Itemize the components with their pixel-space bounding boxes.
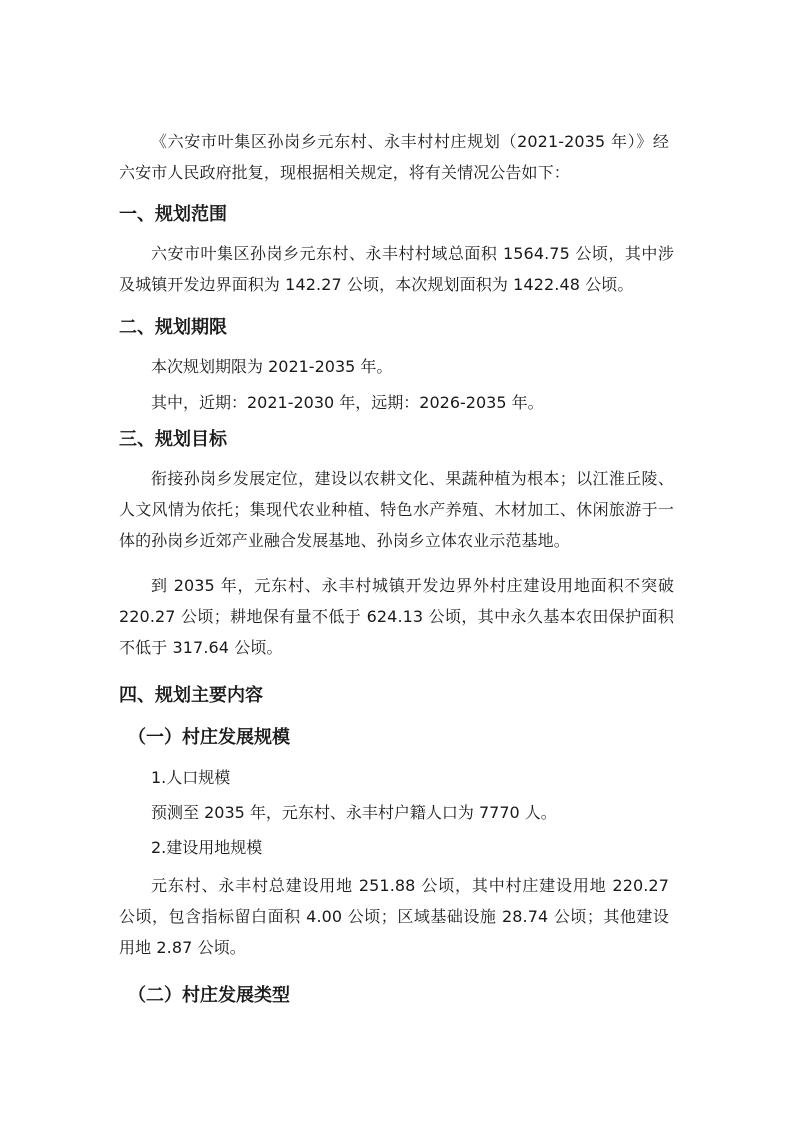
subsection-1-item-2-text: 元东村、永丰村总建设用地 251.88 公顷，其中村庄建设用地 220.27 公顷，包含指标留白面积 4.00 公顷；区域基础设施 28.74 公顷；其他建设用地 2.87 公顷。 [119,876,669,957]
section-1-paragraph: 六安市叶集区孙岗乡元东村、永丰村村域总面积 1564.75 公顷，其中涉及城镇开发边界面积为 142.27 公顷，本次规划面积为 1422.48 公顷。 [119,244,674,294]
subsection-1-item-1-title: 1.人口规模 [151,768,231,787]
section-2-line-1: 本次规划期限为 2021-2035 年。 [151,357,393,376]
section-1-heading: 一、规划范围 [119,204,227,225]
subsection-2-heading: （二）村庄发展类型 [128,985,290,1006]
section-2-line-2: 其中，近期：2021-2030 年，远期：2026-2035 年。 [151,393,544,412]
subsection-1-item-2-title: 2.建设用地规模 [151,838,263,857]
section-3-paragraph-1: 衔接孙岗乡发展定位，建设以农耕文化、果蔬种植为根本；以江淮丘陵、人文风情为依托；集现代农业种植、特色水产养殖、木材加工、休闲旅游于一体的孙岗乡近郊产业融合发展基地、孙岗乡立体农业示范基地。 [119,469,674,550]
section-3-paragraph-2: 到 2035 年，元东村、永丰村城镇开发边界外村庄建设用地面积不突破 220.27 公顷；耕地保有量不低于 624.13 公顷，其中永久基本农田保护面积不低于 317.64 公顷。 [119,576,674,657]
section-4-heading: 四、规划主要内容 [119,685,263,706]
intro-paragraph: 《六安市叶集区孙岗乡元东村、永丰村村庄规划（2021-2035 年）》经六安市人民政府批复，现根据相关规定，将有关情况公告如下： [119,132,669,182]
subsection-1-item-1-text: 预测至 2035 年，元东村、永丰村户籍人口为 7770 人。 [151,803,557,822]
section-3-heading: 三、规划目标 [119,429,227,450]
subsection-1-heading: （一）村庄发展规模 [128,727,290,748]
section-2-heading: 二、规划期限 [119,317,227,338]
